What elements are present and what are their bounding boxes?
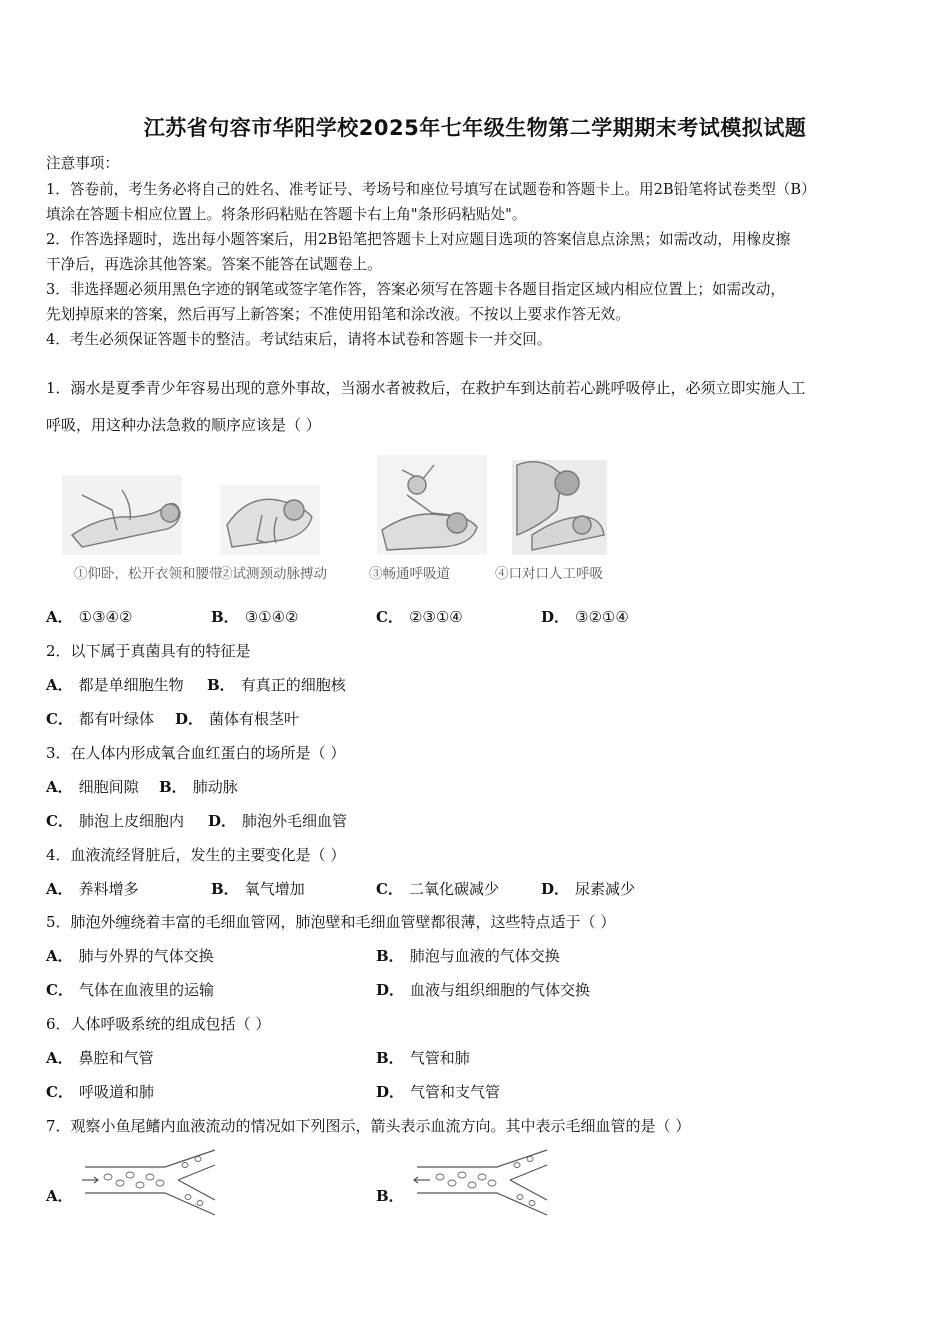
option-text: 肺动脉 — [192, 778, 238, 796]
option-text: 肺泡外毛细血管 — [242, 812, 348, 830]
option-key: A． — [46, 778, 73, 796]
notice-line: 4．考生必须保证答题卡的整洁。考试结束后，请将本试卷和答题卡一并交回。 — [46, 331, 552, 348]
option-b — [159, 776, 238, 797]
question-6-stem: 6．人体呼吸系统的组成包括（ ） — [46, 1015, 271, 1033]
notice-line: 2．作答选择题时，选出每小题答案后，用2B铅笔把答题卡上对应题目选项的答案信息点涂黑；如需改动，用橡皮擦 — [46, 231, 791, 248]
option-text: 有真正的细胞核 — [240, 676, 346, 694]
option-a — [46, 945, 214, 966]
question-4-stem: 4．血液流经肾脏后，发生的主要变化是（ ） — [46, 846, 346, 864]
option-d — [541, 878, 635, 899]
option-key: C． — [46, 812, 73, 830]
question-1-stem: 1．溺水是夏季青少年容易出现的意外事故，当溺水者被救后，在救护车到达前若心跳呼吸停止，必须立即实施人工 — [46, 379, 806, 397]
option-c — [46, 1081, 154, 1102]
figure-caption: ④口对口人工呼吸 — [495, 566, 603, 582]
option-key: A． — [46, 947, 73, 965]
option-b — [376, 945, 560, 966]
option-text: 肺与外界的气体交换 — [78, 947, 214, 965]
option-a-label: A． — [46, 1187, 73, 1205]
option-a — [46, 878, 139, 899]
notice-line: 干净后，再选涂其他答案。答案不能答在试题卷上。 — [46, 256, 382, 273]
cpr-step-3-illustration — [377, 455, 487, 555]
option-key: D． — [376, 981, 405, 999]
option-key: A． — [46, 676, 73, 694]
option-text: 气管和肺 — [409, 1049, 470, 1067]
option-d — [376, 1081, 500, 1102]
option-text: ①③④② — [78, 608, 133, 626]
cpr-step-2-illustration — [220, 485, 320, 555]
option-b — [211, 606, 298, 627]
option-b — [211, 878, 305, 899]
option-text: 都有叶绿体 — [78, 710, 154, 728]
option-key: B． — [207, 676, 235, 694]
option-b — [207, 674, 346, 695]
option-key: A． — [46, 608, 73, 626]
option-key: D． — [208, 812, 237, 830]
question-1-stem: 呼吸，用这种办法急救的顺序应该是（ ） — [46, 416, 321, 434]
option-c — [46, 979, 214, 1000]
option-a — [46, 776, 139, 797]
option-c — [376, 606, 463, 627]
question-7-stem: 7．观察小鱼尾鳍内血液流动的情况如下列图示，箭头表示血流方向。其中表示毛细血管的是（ ） — [46, 1117, 691, 1135]
vessel-diagram-b — [412, 1147, 552, 1219]
option-key: B． — [211, 608, 239, 626]
option-text: ②③①④ — [408, 608, 463, 626]
option-b — [376, 1047, 470, 1068]
option-key: B． — [376, 1049, 404, 1067]
option-key: C． — [46, 710, 73, 728]
notice-line: 1．答卷前，考生务必将自己的姓名、准考证号、考场号和座位号填写在试题卷和答题卡上。用2B铅笔将试卷类型（B） — [46, 181, 816, 198]
option-d — [541, 606, 629, 627]
option-text: 气体在血液里的运输 — [78, 981, 214, 999]
option-c — [376, 878, 499, 899]
figure-caption: ②试测颈动脉搏动 — [219, 566, 327, 582]
option-text: 肺泡与血液的气体交换 — [409, 947, 560, 965]
option-key: D． — [175, 710, 204, 728]
option-text: 氧气增加 — [244, 880, 305, 898]
option-key: B． — [376, 947, 404, 965]
option-key: B． — [211, 880, 239, 898]
notice-heading: 注意事项： — [46, 155, 119, 172]
option-text: 菌体有根茎叶 — [209, 710, 300, 728]
option-text: 呼吸道和肺 — [78, 1083, 154, 1101]
option-c — [46, 810, 184, 831]
option-key: B． — [159, 778, 187, 796]
option-b-label: B． — [376, 1187, 404, 1205]
option-d — [208, 810, 347, 831]
question-2-stem: 2．以下属于真菌具有的特征是 — [46, 642, 251, 660]
option-a — [46, 674, 184, 695]
vessel-diagram-a — [80, 1147, 220, 1219]
option-text: 都是单细胞生物 — [78, 676, 184, 694]
option-key: C． — [46, 1083, 73, 1101]
page-title: 江苏省句容市华阳学校2025年七年级生物第二学期期末考试模拟试题 — [143, 116, 807, 140]
question-5-stem: 5．肺泡外缠绕着丰富的毛细血管网，肺泡壁和毛细血管壁都很薄，这些特点适于（ ） — [46, 913, 616, 931]
question-3-stem: 3．在人体内形成氧合血红蛋白的场所是（ ） — [46, 744, 346, 762]
notice-line: 填涂在答题卡相应位置上。将条形码粘贴在答题卡右上角"条形码粘贴处"。 — [46, 206, 527, 223]
notice-line: 先划掉原来的答案，然后再写上新答案；不准使用铅笔和涂改液。不按以上要求作答无效。 — [46, 306, 630, 323]
option-text: ③②①④ — [575, 608, 629, 626]
cpr-step-1-illustration — [62, 475, 182, 555]
option-text: 尿素减少 — [575, 880, 636, 898]
option-text: 细胞间隙 — [78, 778, 139, 796]
figure-caption: ①仰卧，松开衣领和腰带 — [74, 566, 223, 582]
option-text: 养料增多 — [78, 880, 139, 898]
option-c — [46, 708, 154, 729]
option-text: 血液与组织细胞的气体交换 — [410, 981, 591, 999]
option-text: 气管和支气管 — [410, 1083, 501, 1101]
option-key: D． — [541, 880, 570, 898]
option-d — [376, 979, 590, 1000]
option-key: A． — [46, 1049, 73, 1067]
option-a — [46, 606, 132, 627]
cpr-step-4-illustration — [512, 460, 607, 555]
option-key: D． — [376, 1083, 405, 1101]
option-text: 二氧化碳减少 — [408, 880, 499, 898]
option-key: A． — [46, 880, 73, 898]
option-key: C． — [46, 981, 73, 999]
option-key: C． — [376, 880, 403, 898]
option-key: D． — [541, 608, 570, 626]
option-key: C． — [376, 608, 403, 626]
option-a — [46, 1047, 154, 1068]
option-d — [175, 708, 299, 729]
figure-caption: ③畅通呼吸道 — [369, 566, 450, 582]
option-text: ③①④② — [244, 608, 299, 626]
notice-line: 3．非选择题必须用黑色字迹的钢笔或签字笔作答，答案必须写在答题卡各题目指定区域内相应位置上；如需改动， — [46, 281, 785, 298]
option-text: 肺泡上皮细胞内 — [78, 812, 184, 830]
option-text: 鼻腔和气管 — [78, 1049, 154, 1067]
